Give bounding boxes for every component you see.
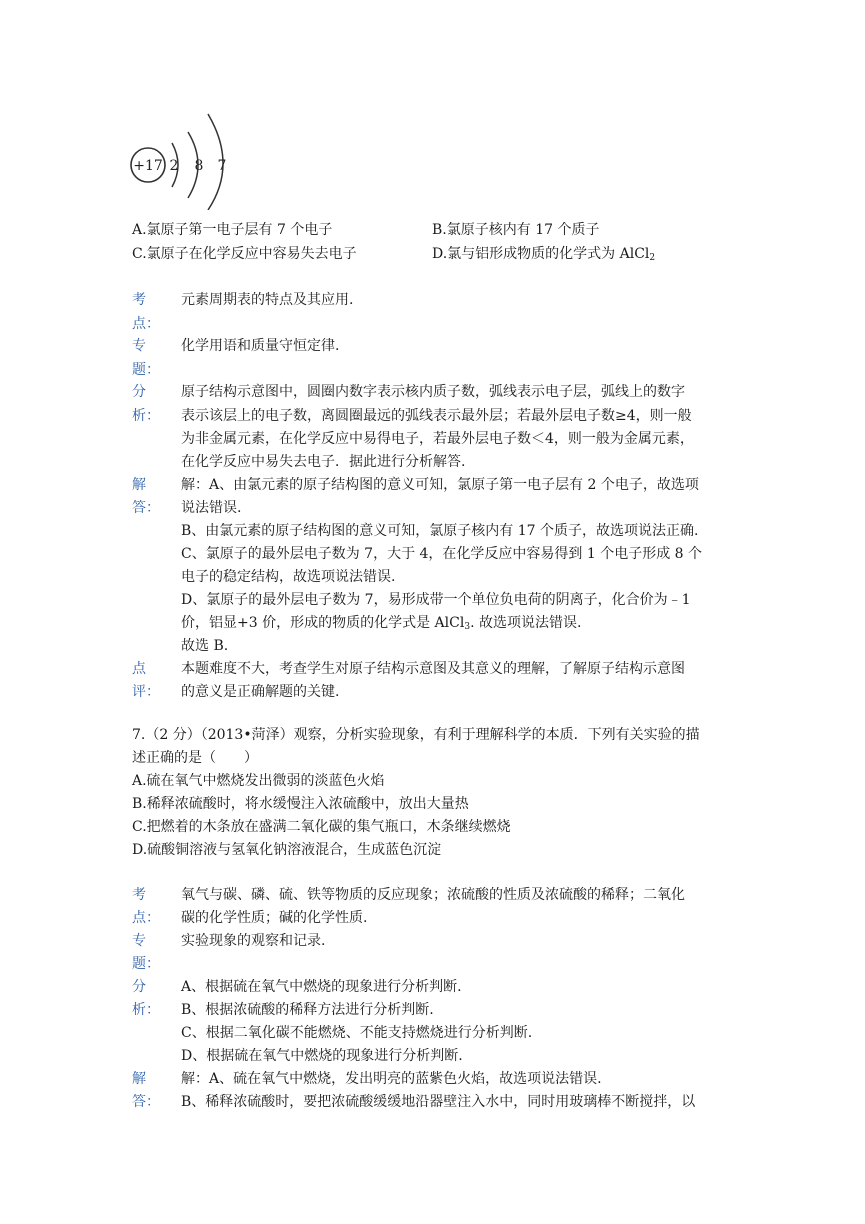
- q7-jieda-line-2: B、稀释浓硫酸时，要把浓硫酸缓缓地沿器壁注入水中，同时用玻璃棒不断搅拌，以: [181, 1094, 696, 1110]
- q7-zhuanti-label-1: 专: [132, 933, 146, 949]
- q7-stem-line-1: 7.（2 分）（2013•菏泽）观察，分析实验现象，有利于理解科学的本质．下列有关实验的描: [132, 727, 700, 743]
- q6-zhuanti-label-2: 题：: [132, 362, 160, 378]
- q7-option-b: B.稀释浓硫酸时，将水缓慢注入浓硫酸中，放出大量热: [132, 796, 469, 812]
- q7-kaodian-line-1: 氧气与碳、磷、硫、铁等物质的反应现象；浓硫酸的性质及浓硫酸的稀释；二氧化: [181, 887, 685, 903]
- q7-option-d: D.硫酸铜溶液与氢氧化钠溶液混合，生成蓝色沉淀: [132, 842, 442, 858]
- q6-option-d-text: D.氯与铝形成物质的化学式为 AlCl: [432, 246, 650, 262]
- q6-dianping-label-2: 评：: [132, 684, 160, 700]
- q6-jieda-line-3: B、由氯元素的原子结构图的意义可知，氯原子核内有 17 个质子，故选项说法正确.: [181, 523, 699, 539]
- q7-jieda-label-1: 解: [132, 1071, 146, 1087]
- shell-2-electrons: 8: [194, 158, 204, 174]
- q6-fenxi-label-2: 析：: [132, 408, 160, 424]
- q6-jieda-line-1: 解：A、由氯元素的原子结构图的意义可知，氯原子第一电子层有 2 个电子，故选项: [181, 477, 699, 493]
- q7-fenxi-line-1: A、根据硫在氧气中燃烧的现象进行分析判断.: [181, 979, 462, 995]
- shell-1-electrons: 2: [169, 158, 179, 174]
- q6-fenxi-line-4: 在化学反应中易失去电子．据此进行分析解答.: [181, 454, 466, 470]
- q7-option-a: A.硫在氧气中燃烧发出微弱的淡蓝色火焰: [132, 773, 385, 789]
- q7-jieda-line-1: 解：A、硫在氧气中燃烧，发出明亮的蓝紫色火焰，故选项说法错误.: [181, 1071, 602, 1087]
- q6-jieda-line-7-subscript: 3: [464, 622, 471, 632]
- q7-kaodian-line-2: 碳的化学性质；碱的化学性质.: [181, 910, 368, 926]
- q7-kaodian-label-2: 点：: [132, 910, 160, 926]
- q7-zhuanti-label-2: 题：: [132, 956, 160, 972]
- q6-zhuanti-label-1: 专: [132, 338, 146, 354]
- q7-jieda-label-2: 答：: [132, 1094, 160, 1110]
- q6-jieda-line-7-text: 价，铝显+3 价，形成的物质的化学式是 AlCl: [181, 615, 465, 631]
- q6-option-d-subscript: 2: [649, 253, 656, 263]
- q7-fenxi-line-3: C、根据二氧化碳不能燃烧、不能支持燃烧进行分析判断.: [181, 1025, 533, 1041]
- q6-jieda-label-2: 答：: [132, 500, 160, 516]
- q6-fenxi-line-2: 表示该层上的电子数，离圆圈最远的弧线表示最外层；若最外层电子数≥4，则一般: [181, 408, 692, 424]
- chlorine-atom-structure-diagram: [128, 110, 238, 210]
- q7-kaodian-label-1: 考: [132, 887, 146, 903]
- q6-option-b: B.氯原子核内有 17 个质子: [432, 222, 600, 238]
- q6-jieda-line-7-tail: . 故选项说法错误.: [470, 615, 582, 631]
- q6-fenxi-line-1: 原子结构示意图中，圆圈内数字表示核内质子数，弧线表示电子层，弧线上的数字: [181, 384, 685, 400]
- q6-jieda-line-5: 电子的稳定结构，故选项说法错误.: [181, 569, 396, 585]
- q6-option-c: C.氯原子在化学反应中容易失去电子: [132, 246, 357, 262]
- nucleus-charge: +17: [133, 158, 163, 174]
- q6-fenxi-label-1: 分: [132, 384, 146, 400]
- q6-dianping-label-1: 点: [132, 661, 146, 677]
- q6-option-d: [432, 244, 655, 268]
- q7-stem-line-2: 述正确的是（ ）: [132, 750, 258, 766]
- q6-jieda-label-1: 解: [132, 477, 146, 493]
- q6-zhuanti-text: 化学用语和质量守恒定律.: [181, 338, 340, 354]
- q6-jieda-line-7: [181, 613, 581, 637]
- q6-jieda-line-4: C、氯原子的最外层电子数为 7，大于 4，在化学反应中容易得到 1 个电子形成 8 个: [181, 546, 703, 562]
- q6-jieda-line-6: D、氯原子的最外层电子数为 7，易形成带一个单位负电荷的阴离子，化合价为﹣1: [181, 592, 691, 608]
- q6-jieda-line-8: 故选 B.: [181, 638, 229, 654]
- q6-option-a: A.氯原子第一电子层有 7 个电子: [132, 222, 333, 238]
- q6-kaodian-label-2: 点：: [132, 316, 160, 332]
- q7-fenxi-label-2: 析：: [132, 1002, 160, 1018]
- q7-option-c: C.把燃着的木条放在盛满二氧化碳的集气瓶口，木条继续燃烧: [132, 819, 511, 835]
- q6-dianping-line-2: 的意义是正确解题的关键.: [181, 684, 340, 700]
- q7-zhuanti-text: 实验现象的观察和记录.: [181, 933, 326, 949]
- q6-kaodian-label-1: 考: [132, 292, 146, 308]
- q6-kaodian-text: 元素周期表的特点及其应用.: [181, 292, 354, 308]
- q7-fenxi-line-2: B、根据浓硫酸的稀释方法进行分析判断.: [181, 1002, 434, 1018]
- q6-fenxi-line-3: 为非金属元素，在化学反应中易得电子，若最外层电子数＜4，则一般为金属元素，: [181, 431, 694, 447]
- q6-dianping-line-1: 本题难度不大，考查学生对原子结构示意图及其意义的理解，了解原子结构示意图: [181, 661, 685, 677]
- shell-3-electrons: 7: [217, 158, 227, 174]
- q7-fenxi-label-1: 分: [132, 979, 146, 995]
- q7-fenxi-line-4: D、根据硫在氧气中燃烧的现象进行分析判断.: [181, 1048, 463, 1064]
- q6-jieda-line-2: 说法错误.: [181, 500, 242, 516]
